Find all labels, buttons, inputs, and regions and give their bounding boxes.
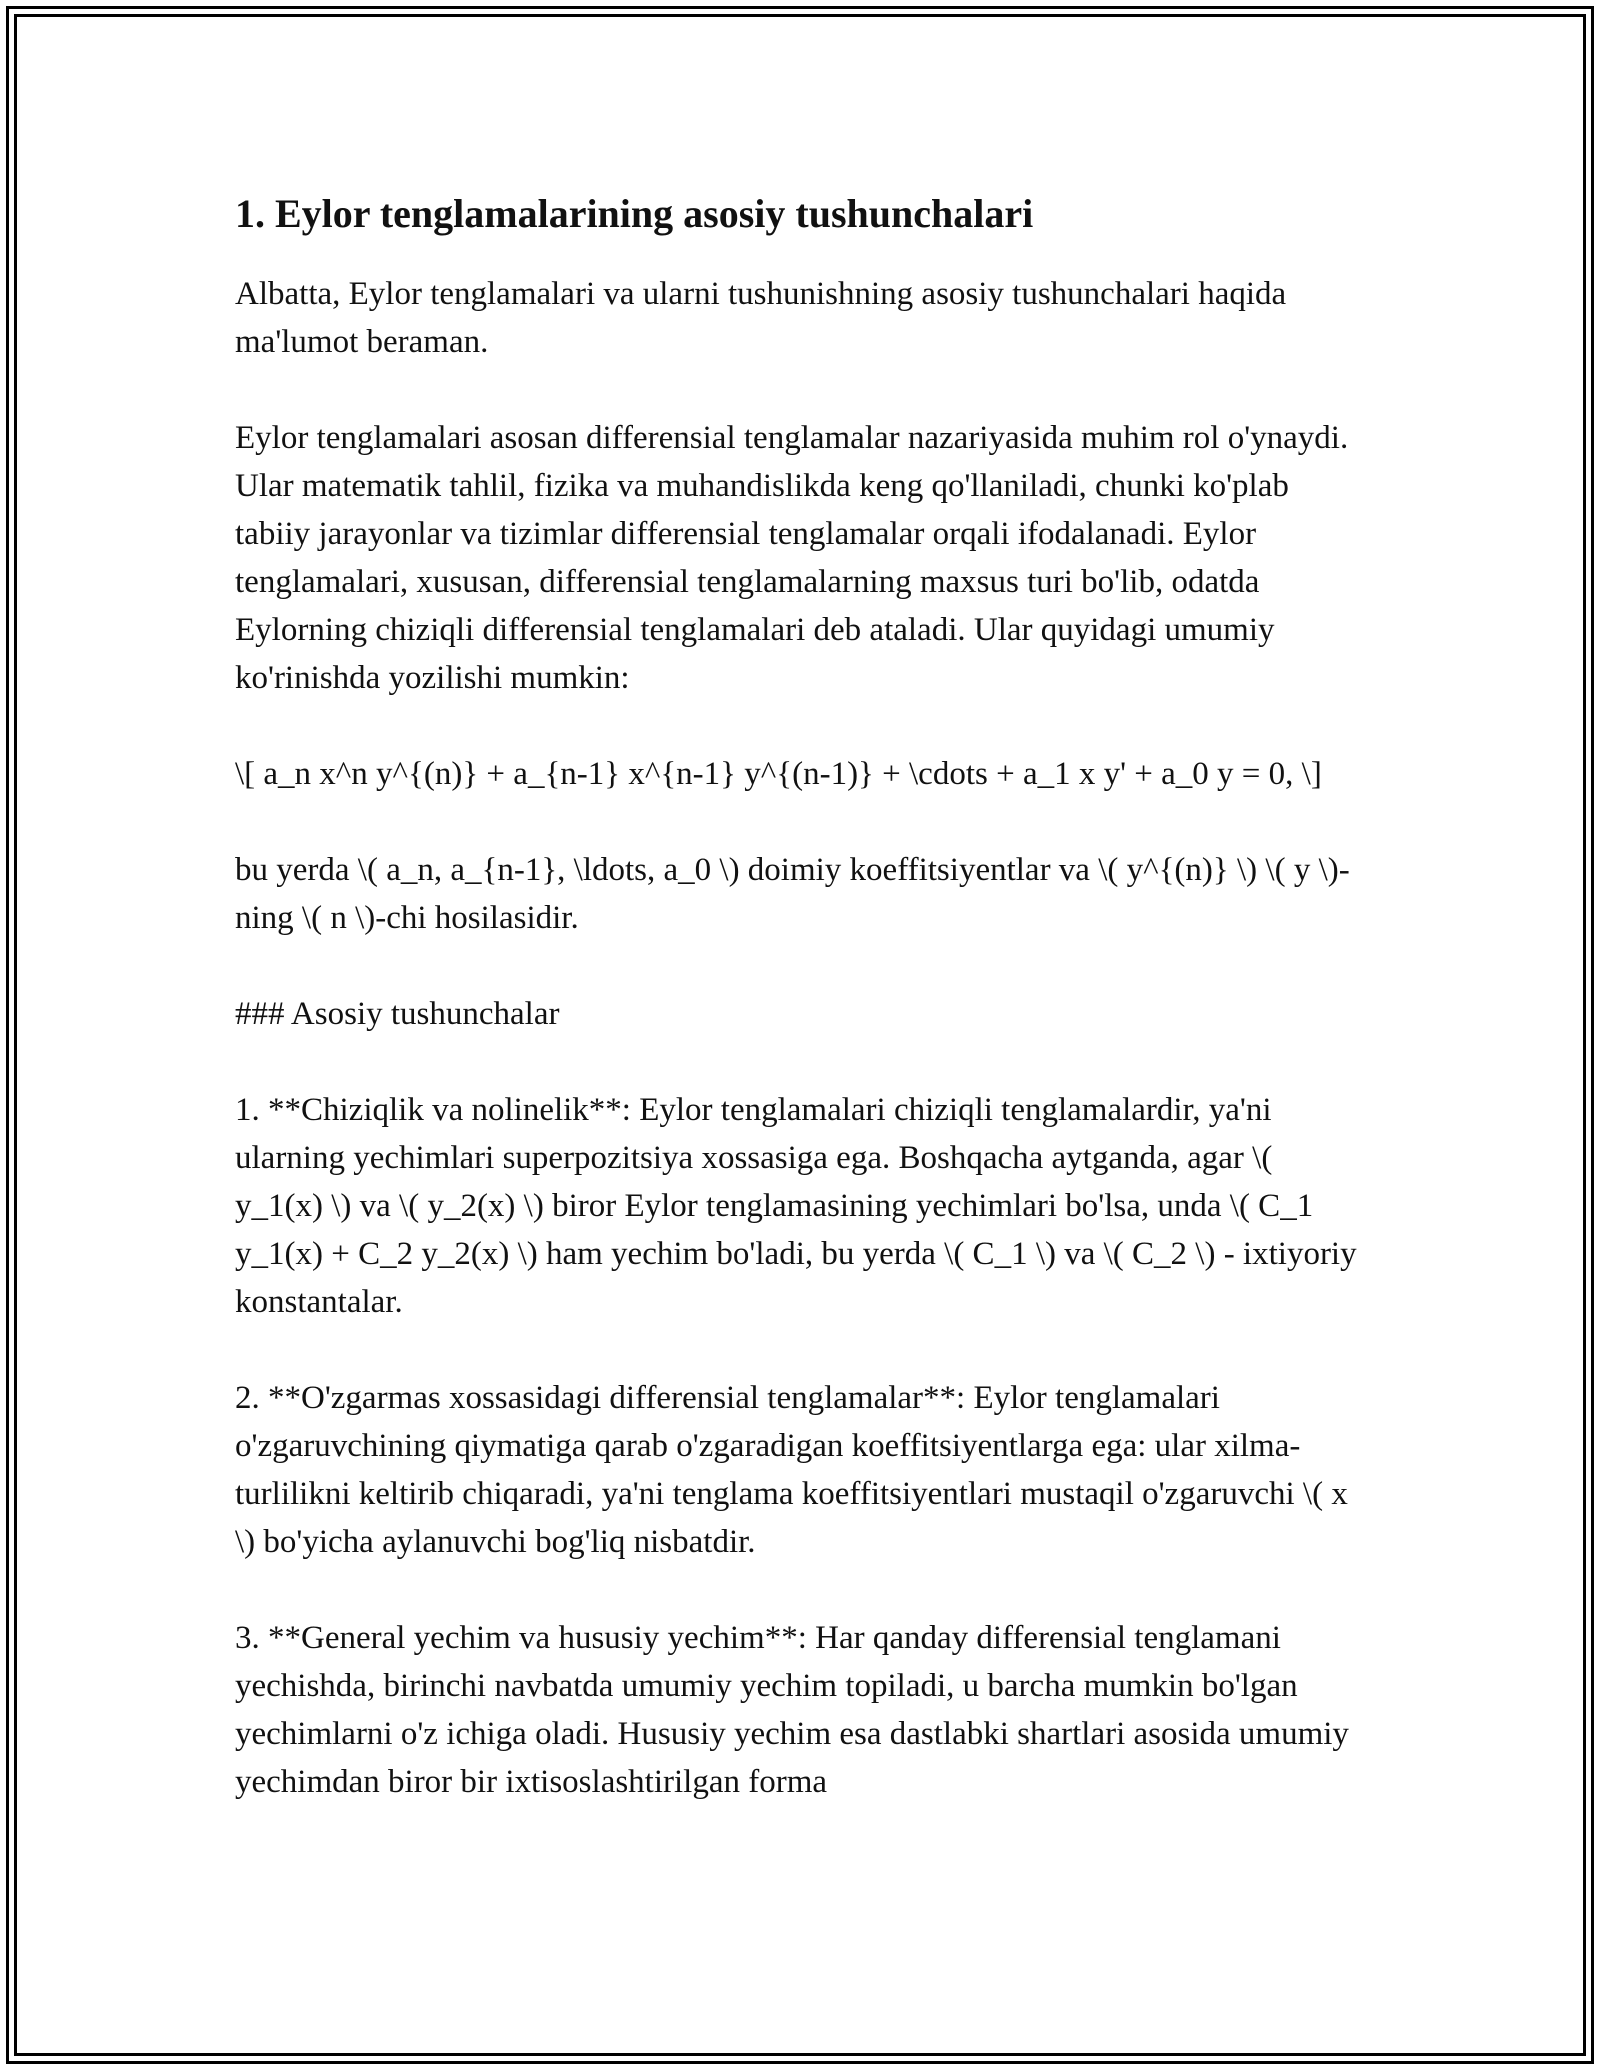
overview-paragraph: Eylor tenglamalari asosan differensial tenglamalar nazariyasida muhim rol o'ynaydi. Ular matematik tahlil, fizika va muhandislikda keng qo'llaniladi, chunki ko'plab tabiiy jarayonlar va tizimlar differensial tenglamalar orqali ifodalanadi. Eylor tenglamalari, xususan, differensial tenglamalarning maxsus turi bo'lib, odatda Eylorning chiziqli differensial tenglamalari deb ataladi. Ular quyidagi umumiy ko'rinishda yozilishi mumkin:: [235, 420, 1349, 696]
subheading-paragraph: ### Asosiy tushunchalar: [235, 996, 560, 1032]
list-item-general-solution: 3. **General yechim va hususiy yechim**: Har qanday differensial tenglamani yechishda, birinchi navbatda umumiy yechim topiladi, u barcha mumkin bo'lgan yechimlarni o'z ichiga oladi. Hususiy yechim esa dastlabki shartlari asosida umumiy yechimdan biror bir ixtisoslashtirilgan forma: [235, 1620, 1349, 1800]
list-item-variable-coefficients: 2. **O'zgarmas xossasidagi differensial tenglamalar**: Eylor tenglamalari o'zgaruvchining qiymatiga qarab o'zgaradigan koeffitsiyentlarga ega: ular xilma-turlilikni keltirib chiqaradi, ya'ni tenglama koeffitsiyentlari mustaqil o'zgaruvchi \( x \) bo'yicha aylanuvchi bog'liq nisbatdir.: [235, 1380, 1348, 1560]
list-item-linearity: 1. **Chiziqlik va nolinelik**: Eylor tenglamalari chiziqli tenglamalardir, ya'ni ularning yechimlari superpozitsiya xossasiga ega. Boshqacha aytganda, agar \( y_1(x) \) va \( y_2(x) \) biror Eylor tenglamasining yechimlari bo'lsa, unda \( C_1 y_1(x) + C_2 y_2(x) \) ham yechim bo'ladi, bu yerda \( C_1 \) va \( C_2 \) - ixtiyoriy konstantalar.: [235, 1092, 1357, 1320]
coefficients-paragraph: bu yerda \( a_n, a_{n-1}, \ldots, a_0 \) doimiy koeffitsiyentlar va \( y^{(n)} \) \( y \)-ning \( n \)-chi hosilasidir.: [235, 852, 1350, 936]
equation-paragraph: \[ a_n x^n y^{(n)} + a_{n-1} x^{n-1} y^{(n-1)} + \cdots + a_1 x y' + a_0 y = 0, \]: [235, 756, 1322, 792]
section-heading: 1. Eylor tenglamalarining asosiy tushunchalari: [235, 191, 1034, 236]
intro-paragraph: Albatta, Eylor tenglamalari va ularni tushunishning asosiy tushunchalari haqida ma'lumot beraman.: [235, 276, 1287, 360]
document-body: [235, 188, 1365, 1854]
